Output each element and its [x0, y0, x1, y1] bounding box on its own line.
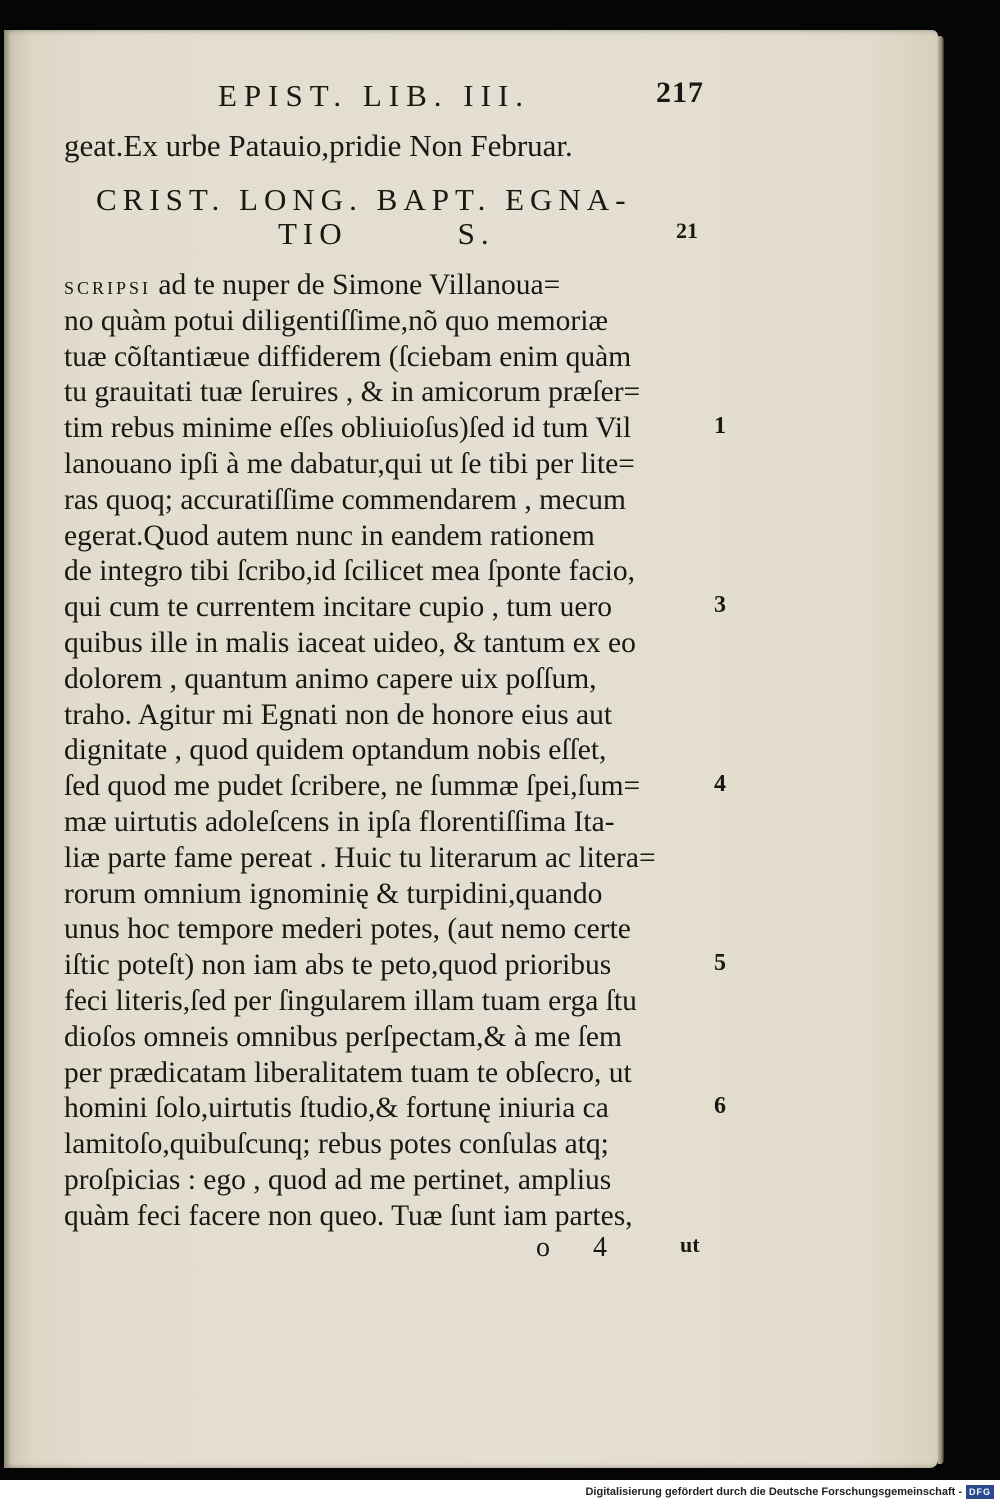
text-line: [64, 519, 595, 555]
text-line-content: homini ſolo,uirtutis ſtudio,& fortunę iniuria ca: [64, 1092, 609, 1125]
text-line: [64, 912, 631, 948]
text-line: [64, 733, 606, 769]
margin-note-number: 3: [714, 592, 726, 619]
text-line-content: feci literis,ſed per ſingularem illam tuam erga ſtu: [64, 985, 637, 1017]
text-line-content: liæ parte fame pereat . Huic tu literarum ac litera=: [64, 841, 656, 874]
text-line-content: proſpicias : ego , quod ad me pertinet, amplius: [64, 1164, 612, 1196]
running-head: EPIST. LIB. III.: [218, 78, 531, 113]
text-line-content: lamitoſo,quibuſcunq; rebus potes conſulas atq;: [64, 1128, 609, 1161]
margin-note-number: 5: [714, 950, 726, 977]
text-line-content: tim rebus minime eſſes obliuioſus)ſed id tum Vil: [64, 412, 632, 445]
text-line: [64, 340, 631, 376]
letter-number: 21: [676, 218, 698, 243]
closing-line: geat.Ex urbe Patauio,pridie Non Februar.: [64, 128, 573, 163]
text-line-content: iſtic poteſt) non iam abs te peto,quod prioribus: [64, 949, 612, 982]
opening-word: SCRIPSI: [64, 278, 152, 298]
text-line: [64, 447, 635, 483]
text-line-content: ras quoq; accuratiſſime commendarem , mecum: [64, 483, 626, 516]
text-line-content: mæ uirtutis adoleſcens in ipſa florentiſſima Ita-: [64, 806, 615, 838]
text-line: [64, 304, 608, 340]
text-line: [64, 805, 615, 841]
text-line: [64, 375, 640, 411]
text-line: [64, 1199, 633, 1235]
footer-credit: Digitalisierung gefördert durch die Deutsche Forschungsgemeinschaft -: [585, 1486, 962, 1498]
text-line-content: de integro tibi ſcribo,id ſcilicet mea ſponte facio,: [64, 555, 635, 588]
letter-heading-line-1: CRIST. LONG. BAPT. EGNA-: [96, 182, 632, 217]
letter-heading-line-2: TIO S.: [278, 216, 495, 251]
text-line: [64, 662, 597, 698]
text-line: [64, 769, 640, 805]
text-line: [64, 1056, 632, 1092]
text-line-content: lanouano ipſi à me dabatur,qui ut ſe tibi per lite=: [64, 448, 635, 480]
text-line-content: qui cum te currentem incitare cupio , tum uero: [64, 591, 613, 624]
text-line-content: egerat.Quod autem nunc in eandem rationem: [64, 519, 595, 552]
text-line-content: tuæ cõſtantiæue diffiderem (ſciebam enim quàm: [64, 340, 632, 373]
text-line: [64, 626, 636, 662]
catchword: ut: [680, 1232, 700, 1257]
folio-number: 217: [656, 76, 704, 109]
text-line: [64, 984, 637, 1020]
page-edge: [938, 36, 944, 1464]
text-line: [64, 590, 612, 626]
text-line-content: traho. Agitur mi Egnati non de honore eius aut: [64, 698, 613, 731]
text-line: [64, 1163, 611, 1199]
footer-bar: [0, 1480, 1000, 1505]
text-line-content: unus hoc tempore mederi potes, (aut nemo certe: [64, 913, 631, 946]
text-line: [64, 1020, 622, 1056]
text-line: [64, 1127, 609, 1163]
text-line: [64, 948, 611, 984]
text-line: [64, 1091, 609, 1127]
text-line: [64, 268, 560, 304]
text-line: [64, 698, 612, 734]
text-line-content: per prædicatam liberalitatem tuam te obſecro, ut: [64, 1056, 632, 1089]
text-line-content: dignitate , quod quidem optandum nobis eſſet,: [64, 734, 607, 767]
text-line-content: dolorem , quantum animo capere uix poſſum,: [64, 662, 597, 695]
text-line: [64, 841, 656, 877]
text-line-content: ad te nuper de Simone Villanoua=: [151, 269, 561, 301]
text-line-content: tu grauitati tuæ ſeruires , & in amicorum præſer=: [64, 376, 641, 409]
text-line-content: no quàm potui diligentiſſime,nõ quo memoriæ: [64, 304, 609, 337]
text-line-content: quàm feci facere non queo. Tuæ ſunt iam partes,: [64, 1199, 633, 1232]
text-line-content: ſed quod me pudet ſcribere, ne ſummæ ſpei,ſum=: [64, 770, 641, 803]
margin-note-number: 1: [714, 413, 726, 440]
text-line-content: dioſos omneis omnibus perſpectam,& à me ſem: [64, 1020, 622, 1053]
text-line: [64, 554, 635, 590]
margin-note-number: 6: [714, 1093, 726, 1120]
margin-note-number: 4: [714, 771, 726, 798]
text-line: [64, 483, 626, 519]
dfg-logo-icon: DFG: [966, 1485, 994, 1499]
text-line-content: rorum omnium ignominię & turpidini,quando: [64, 877, 603, 910]
text-line: [64, 411, 631, 447]
signature-mark: o 4: [536, 1232, 625, 1263]
text-line: [64, 877, 602, 913]
text-line-content: quibus ille in malis iaceat uideo, & tantum ex eo: [64, 627, 636, 659]
